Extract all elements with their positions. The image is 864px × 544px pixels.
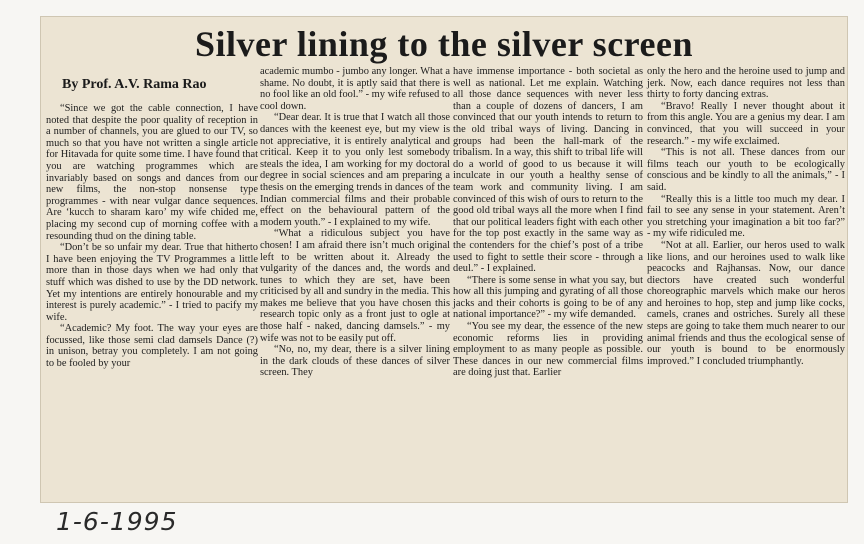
paragraph: “Since we got the cable connection, I have noted that despite the poor quality of reception in a number of channels, you are glued to our TV, so much so that you have not written a single article for Hitavada for quite some time. I have found that you are watching programmes which are invariably based on songs and dances from our new films, the non-stop nonsense type programmes - with near vulgar dance sequences. Are ‘kucch to sharam karo’ my wife chided me, placing my second cup of morning coffee with a resounding thud on the dining table.: [46, 103, 258, 242]
paragraph: only the hero and the heroine used to jump and jerk. Now, each dance requires not less than thirty to forty dancing extras.: [647, 66, 845, 101]
article-byline: By Prof. A.V. Rama Rao: [62, 77, 207, 92]
handwritten-date: 1-6-1995: [56, 507, 178, 536]
article-headline: Silver lining to the silver screen: [195, 24, 693, 64]
paragraph: “There is some sense in what you say, but how all this jumping and gyrating of all those jacks and their cohorts is going to be of any national importance?” - my wife demanded.: [453, 274, 643, 321]
paragraph: academic mumbo - jumbo any longer. What a shame. No doubt, it is aptly said that there is no fool like an old fool.” - my wife refused to cool down.: [260, 66, 450, 112]
paragraph: “Not at all. Earlier, our heros used to walk like lions, and our heroines used to walk like peacocks and Rajhansas. Now, our dance diectors have created such wonderful choreographic marvels which make our heros and heroines to hop, step and jump like cocks, camels, cranes and ostriches. Surely all these steps are going to take them much nearer to our animal friends and thus the ecological sense of our youth is bound to be enormously improved.” I concluded triumphantly.: [647, 239, 845, 367]
article-column-1: [46, 103, 258, 503]
paragraph: “What a ridiculous subject you have chosen! I am afraid there isn’t much original left to be written about it. Already the vulgarity of the dances and, the words and tunes to which they are set, have been criticised by all and sundry in the media. This makes me believe that you have chosen this research topic only as a front just to ogle at those half - naked, dancing damsels.” - my wife was not to be easily put off.: [260, 228, 450, 344]
newspaper-clipping: [40, 16, 848, 503]
paragraph: “Really this is a little too much my dear. I fail to see any sense in your statement. Aren’t you stretching your imagination a bit too far?” - my wife ridiculed me.: [647, 193, 845, 240]
paragraph: “Academic? My foot. The way your eyes are focussed, like those semi clad damsels Dance (?) in unison, betray you completely. I am not going to be fooled by your: [46, 323, 258, 370]
paragraph: “Dear dear. It is true that I watch all those dances with the keenest eye, but my view is not appreciative, it is entirely analytical and critical. Keep it to you only lest somebody steals the idea, I am working for my doctoral degree in social sciences and am preparing a thesis on the emerging trends in dances of the Indian commercial films and their probable effect on the behavioural pattern of the modern youth.” - I explained to my wife.: [260, 112, 450, 228]
paragraph: “No, no, my dear, there is a silver lining in the dark clouds of these dances of silver screen. They: [260, 344, 450, 379]
article-column-3: [453, 66, 643, 503]
article-column-2: [260, 66, 450, 503]
paragraph: “You see my dear, the essence of the new economic reforms lies in providing employment to as many people as possible. These dances in our new commercial films are doing just that. Earlier: [453, 321, 643, 379]
paragraph: “Bravo! Really I never thought about it from this angle. You are a genius my dear. I am convinced, that you will succeed in your research.” - my wife exclaimed.: [647, 100, 845, 147]
article-column-4: [647, 66, 845, 503]
paragraph: have immense importance - both societal as well as national. Let me explain. Watching all those dance sequences with never less than a couple of dozens of dancers, I am convinced that our youth intends to return to the old tribal ways of living. Dancing in groups had been the hall-mark of the tribalism. In a way, this shift to tribal life will do a world of good to us because it will inculcate in our youth a healthy sense of team work and community living. I am convinced of this wish of ours to return to the good old tribal ways all the more when I find that our political leaders fight with each other for the top post exactly in the same way as the contenders for the chief’s post of a tribe used to fight to settle their score - through a deul.” - I explained.: [453, 66, 643, 275]
paragraph: “Don’t be so unfair my dear. True that hitherto I have been enjoying the TV Programmes a little more than in those days when we had only that stuff which was dished to use by the DD network. Yet my intentions are entirely honourable and my interest is purely academic.” - I tried to pacify my wife.: [46, 242, 258, 323]
paragraph: “This is not all. These dances from our films teach our youth to be ecologically conscious and be kindly to all the animals,” - I said.: [647, 147, 845, 193]
